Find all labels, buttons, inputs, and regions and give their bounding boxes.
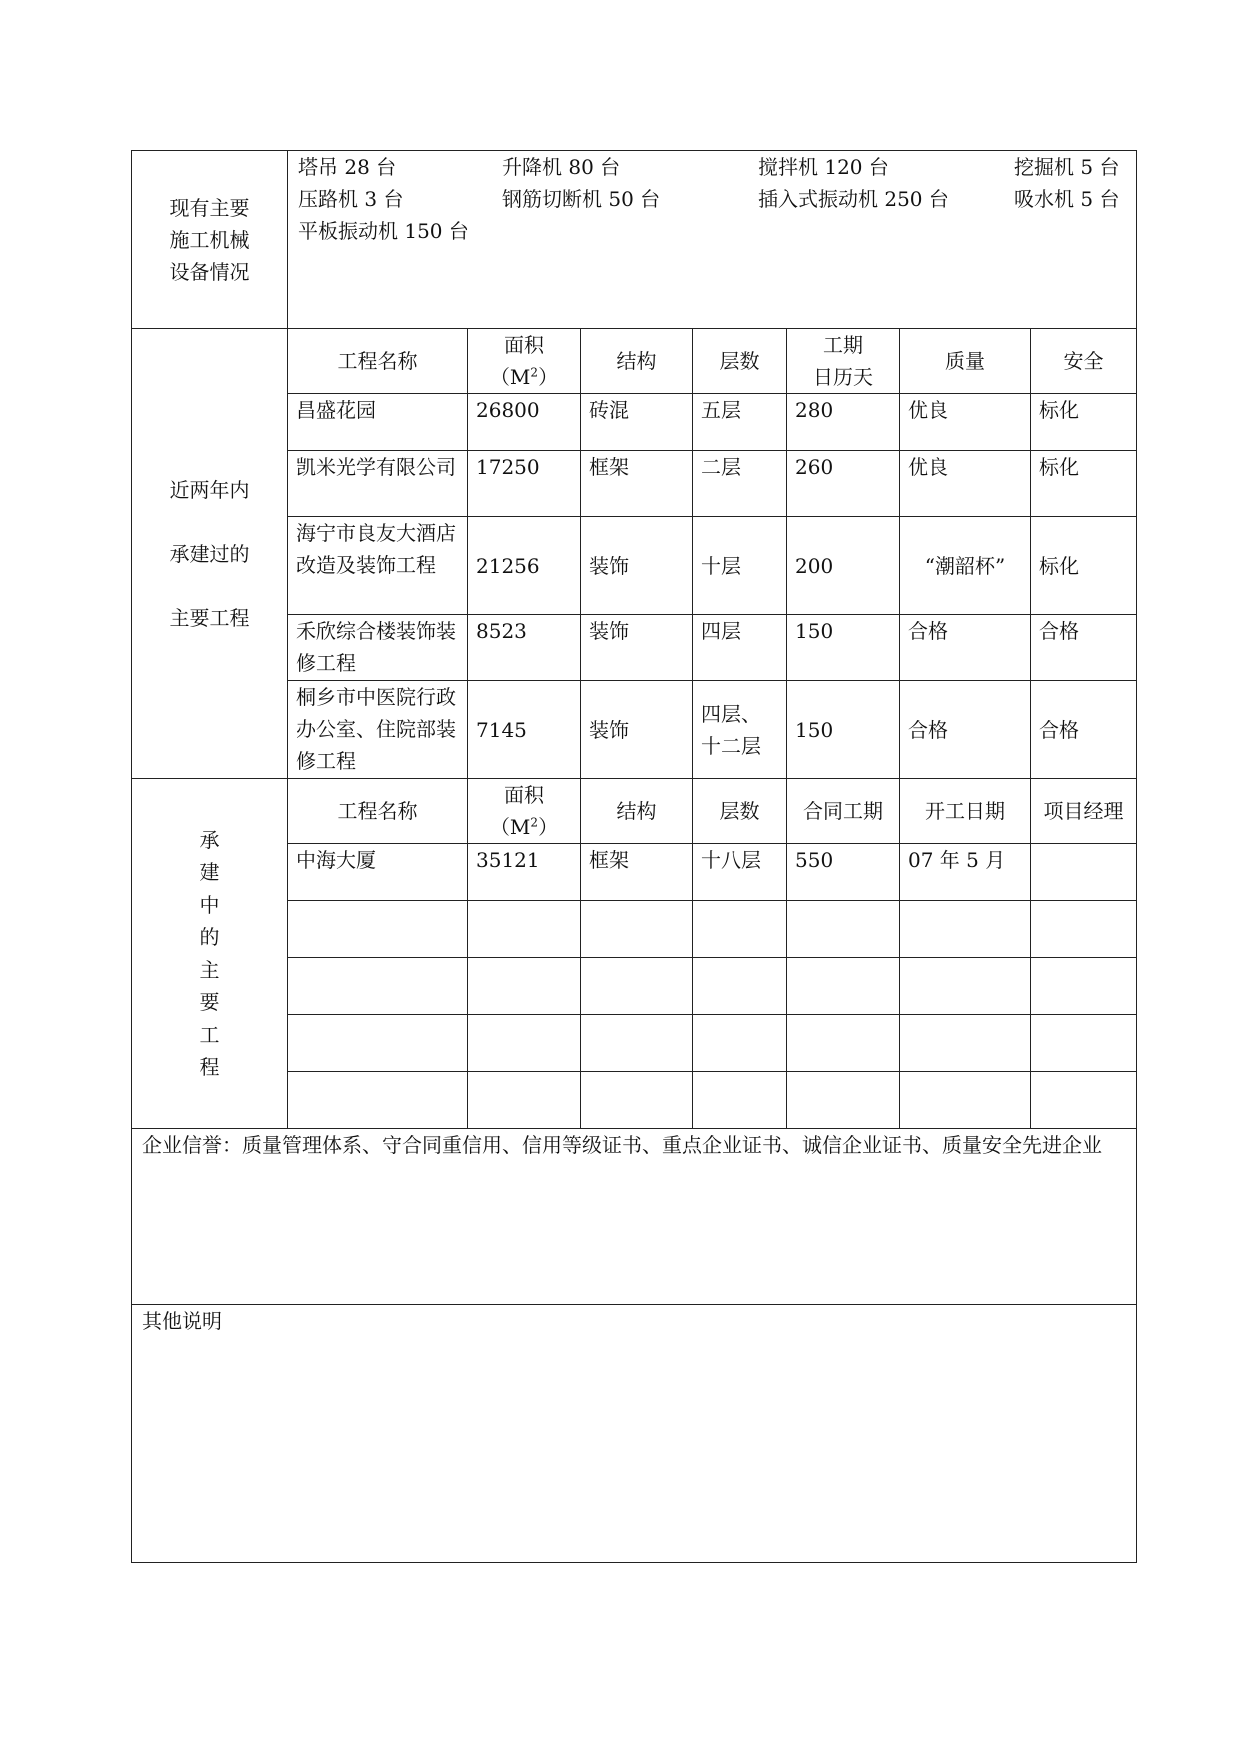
empty-cell xyxy=(787,1072,900,1129)
cell-quality: 优良 xyxy=(900,451,1031,517)
cell-quality: 合格 xyxy=(900,681,1031,779)
header-area-label: 面积 xyxy=(504,783,544,807)
cell-days: 280 xyxy=(787,394,900,451)
empty-cell xyxy=(1031,1072,1137,1129)
equipment-line xyxy=(298,151,1136,183)
ongoing-label-char: 承 xyxy=(199,827,220,852)
header-area-unit: $(M^2)$ xyxy=(489,365,559,389)
ongoing-label-char: 建 xyxy=(199,860,220,884)
cell-name: 海宁市良友大酒店改造及装饰工程 xyxy=(288,517,468,615)
empty-cell xyxy=(468,958,581,1015)
cell-floors: 四层 xyxy=(693,615,787,681)
credit-section: 企业信誉：质量管理体系、守合同重信用、信用等级证书、重点企业证书、诚信企业证书、质量安全先进企业 xyxy=(132,1129,1137,1305)
equipment-line xyxy=(298,215,1136,247)
cell-floors: 五层 xyxy=(693,394,787,451)
cell-days: 150 xyxy=(787,615,900,681)
cell-structure: 框架 xyxy=(581,451,693,517)
cell-name: 中海大厦 xyxy=(288,844,468,901)
empty-cell xyxy=(288,1015,468,1072)
header-duration: 工期 日历天 xyxy=(787,329,900,394)
cell-days: 260 xyxy=(787,451,900,517)
cell-start: 07 年 5 月 xyxy=(900,844,1031,901)
equipment-item: 钢筋切断机 50 台 xyxy=(502,187,661,211)
empty-cell xyxy=(581,1072,693,1129)
empty-cell xyxy=(1031,1015,1137,1072)
header-project-manager: 项目经理 xyxy=(1031,779,1137,844)
empty-cell xyxy=(787,958,900,1015)
cell-safety: 标化 xyxy=(1031,517,1137,615)
cell-name: 禾欣综合楼装饰装修工程 xyxy=(288,615,468,681)
header-project-name: 工程名称 xyxy=(288,329,468,394)
ongoing-label xyxy=(132,779,288,1129)
empty-cell xyxy=(288,958,468,1015)
empty-cell xyxy=(581,958,693,1015)
cell-quality: “潮韶杯” xyxy=(900,517,1031,615)
header-project-name: 工程名称 xyxy=(288,779,468,844)
ongoing-label-char: 程 xyxy=(199,1055,220,1079)
completed-label xyxy=(132,329,288,779)
completed-label-line: 主要工程 xyxy=(169,605,250,630)
equipment-item: 塔吊 28 台 xyxy=(298,155,397,179)
cell-structure: 装饰 xyxy=(581,517,693,615)
cell-structure: 框架 xyxy=(581,844,693,901)
cell-safety: 合格 xyxy=(1031,681,1137,779)
empty-cell xyxy=(900,958,1031,1015)
cell-floors: 十八层 xyxy=(693,844,787,901)
equipment-label-line: 设备情况 xyxy=(169,259,250,284)
cell-days: 200 xyxy=(787,517,900,615)
cell-structure: 砖混 xyxy=(581,394,693,451)
cell-manager xyxy=(1031,844,1137,901)
form-table xyxy=(131,150,1137,1563)
cell-area: 26800 xyxy=(468,394,581,451)
cell-area: 8523 xyxy=(468,615,581,681)
equipment-item: 平板振动机 150 台 xyxy=(298,219,469,243)
empty-cell xyxy=(288,1072,468,1129)
cell-safety: 标化 xyxy=(1031,451,1137,517)
equipment-line xyxy=(298,183,1136,215)
header-start-date: 开工日期 xyxy=(900,779,1031,844)
header-contract-period: 合同工期 xyxy=(787,779,900,844)
ongoing-label-char: 的 xyxy=(199,925,220,949)
empty-cell xyxy=(1031,901,1137,958)
empty-cell xyxy=(787,901,900,958)
header-area xyxy=(468,779,581,844)
equipment-item: 升降机 80 台 xyxy=(502,155,621,179)
cell-name: 昌盛花园 xyxy=(288,394,468,451)
other-notes-section: 其他说明 xyxy=(132,1305,1137,1563)
qualification-form xyxy=(131,150,1136,1563)
cell-safety: 标化 xyxy=(1031,394,1137,451)
cell-structure: 装饰 xyxy=(581,681,693,779)
empty-cell xyxy=(787,1015,900,1072)
cell-floors: 十层 xyxy=(693,517,787,615)
header-floors: 层数 xyxy=(693,329,787,394)
header-safety: 安全 xyxy=(1031,329,1137,394)
ongoing-label-char: 工 xyxy=(199,1022,220,1047)
header-area xyxy=(468,329,581,394)
cell-area: 17250 xyxy=(468,451,581,517)
cell-days: 150 xyxy=(787,681,900,779)
cell-safety: 合格 xyxy=(1031,615,1137,681)
equipment-label xyxy=(132,151,288,329)
empty-cell xyxy=(288,901,468,958)
ongoing-label-char: 要 xyxy=(199,990,220,1014)
header-area-unit: $(M^2)$ xyxy=(489,815,559,839)
ongoing-label-char: 中 xyxy=(199,892,220,917)
empty-cell xyxy=(900,901,1031,958)
header-area-label: 面积 xyxy=(504,333,544,357)
cell-name: 凯米光学有限公司 xyxy=(288,451,468,517)
empty-cell xyxy=(581,901,693,958)
empty-cell xyxy=(693,1072,787,1129)
empty-cell xyxy=(468,1072,581,1129)
equipment-list xyxy=(288,151,1137,329)
cell-name: 桐乡市中医院行政办公室、住院部装修工程 xyxy=(288,681,468,779)
header-floors: 层数 xyxy=(693,779,787,844)
equipment-item: 搅拌机 120 台 xyxy=(758,155,889,179)
equipment-label-line: 现有主要 xyxy=(169,195,250,220)
header-structure: 结构 xyxy=(581,779,693,844)
equipment-item: 插入式振动机 250 台 xyxy=(758,187,949,211)
cell-area: 35121 xyxy=(468,844,581,901)
cell-floors: 四层、十二层 xyxy=(693,681,787,779)
equipment-label-line: 施工机械 xyxy=(169,227,250,252)
empty-cell xyxy=(468,1015,581,1072)
empty-cell xyxy=(693,901,787,958)
cell-structure: 装饰 xyxy=(581,615,693,681)
cell-area: 7145 xyxy=(468,681,581,779)
empty-cell xyxy=(900,1072,1031,1129)
completed-label-line: 近两年内 xyxy=(169,477,250,502)
cell-period: 550 xyxy=(787,844,900,901)
cell-floors: 二层 xyxy=(693,451,787,517)
empty-cell xyxy=(468,901,581,958)
empty-cell xyxy=(900,1015,1031,1072)
equipment-item: 挖掘机 5 台 xyxy=(1014,155,1120,179)
empty-cell xyxy=(693,1015,787,1072)
cell-quality: 合格 xyxy=(900,615,1031,681)
empty-cell xyxy=(581,1015,693,1072)
cell-area: 21256 xyxy=(468,517,581,615)
empty-cell xyxy=(693,958,787,1015)
header-quality: 质量 xyxy=(900,329,1031,394)
ongoing-label-char: 主 xyxy=(199,957,220,982)
cell-quality: 优良 xyxy=(900,394,1031,451)
equipment-item: 吸水机 5 台 xyxy=(1014,187,1120,211)
completed-label-line: 承建过的 xyxy=(169,541,250,566)
equipment-item: 压路机 3 台 xyxy=(298,187,404,211)
empty-cell xyxy=(1031,958,1137,1015)
header-structure: 结构 xyxy=(581,329,693,394)
